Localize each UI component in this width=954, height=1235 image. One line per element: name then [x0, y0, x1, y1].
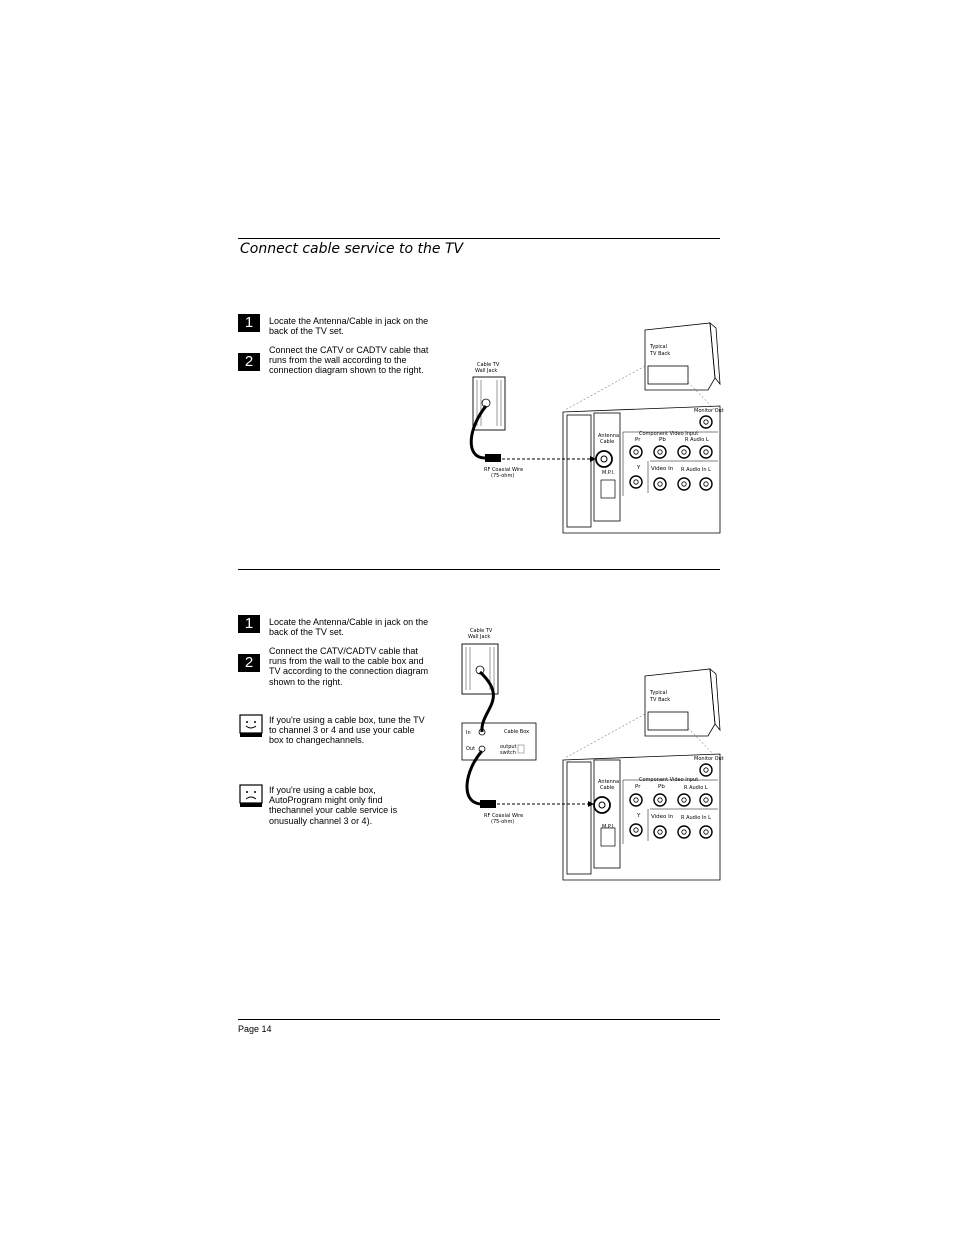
- cable-box-title: Cable Box: [504, 729, 530, 735]
- audio-bottom-label: R Audio In L: [681, 815, 711, 821]
- y-label: Y: [637, 813, 641, 819]
- coax-cable-box-to-tv: [467, 751, 482, 804]
- antenna-label-line1: Antenna: [598, 779, 620, 785]
- switch-label-line2: switch: [500, 750, 516, 756]
- antenna-jack: [596, 451, 612, 467]
- rca-jacks: [630, 764, 712, 838]
- cable-box-out-label: Out: [466, 746, 476, 752]
- antenna-label-line2: Cable: [600, 439, 615, 445]
- antenna-jack: [594, 797, 610, 813]
- audio-top-label: R Audio L: [685, 437, 709, 443]
- audio-bottom-label: R Audio In L: [681, 467, 711, 473]
- page-number: Page 14: [238, 1024, 272, 1034]
- tv-label-line2: TV Back: [650, 351, 671, 357]
- frown-face-icon: [239, 784, 263, 808]
- rca-jacks: [630, 416, 712, 490]
- section-divider: [238, 569, 720, 570]
- coax-connector: [485, 454, 501, 462]
- step-text: Connect the CATV/CADTV cable that runs from the wall to the cable box and TV according to the connection diagram shown to the right.: [269, 646, 429, 687]
- connection-diagram-cable-box: [440, 620, 730, 884]
- monitor-out-label: Monitor Out: [694, 408, 724, 414]
- pb-label: Pb: [659, 437, 666, 443]
- component-label: Component Video Input: [639, 777, 699, 783]
- coax-connector: [480, 800, 496, 808]
- step-number: 1: [238, 615, 260, 633]
- footer-rule: [238, 1019, 720, 1020]
- y-label: Y: [637, 465, 641, 471]
- wire-label-line1: RF Coaxial Wire: [484, 813, 524, 819]
- pr-label: Pr: [635, 784, 641, 790]
- wire-label-line2: (75-ohm): [491, 819, 515, 825]
- antenna-label-line2: Cable: [600, 785, 615, 791]
- video-in-label: Video In: [651, 466, 674, 472]
- tv-label-line1: Typical: [650, 344, 667, 350]
- smiley-face-icon: [239, 714, 263, 738]
- tv-label-line2: TV Back: [650, 697, 671, 703]
- top-rule: [238, 238, 720, 239]
- tip-text: If you're using a cable box, tune the TV to channel 3 or 4 and use your cable box to changechannels.: [269, 715, 425, 746]
- mpi-label: M.P.I.: [602, 470, 615, 476]
- pb-label: Pb: [658, 784, 665, 790]
- cable-box-in-label: In: [466, 730, 471, 736]
- wall-jack-label-line2: Wall Jack: [475, 368, 498, 374]
- video-in-label: Video In: [651, 814, 674, 820]
- page-title: Connect cable service to the TV: [240, 241, 464, 257]
- component-label: Component Video Input: [639, 431, 699, 437]
- step-text: Connect the CATV or CADTV cable that runs from the wall according to the connection diagram shown to the right.: [269, 345, 429, 376]
- pr-label: Pr: [635, 437, 641, 443]
- step-text: Locate the Antenna/Cable in jack on the back of the TV set.: [269, 316, 429, 337]
- wall-jack-label-line1: Cable TV: [477, 362, 500, 368]
- step-text: Locate the Antenna/Cable in jack on the back of the TV set.: [269, 617, 429, 638]
- step-number: 2: [238, 654, 260, 672]
- connection-diagram-direct: [440, 318, 730, 540]
- wall-jack-label-line2: Wall Jack: [468, 634, 491, 640]
- mpi-label: M.P.I.: [602, 824, 615, 830]
- wire-label-line2: (75-ohm): [491, 473, 515, 479]
- audio-top-label: R Audio L: [684, 785, 708, 791]
- tv-label-line1: Typical: [650, 690, 667, 696]
- tip-text: If you're using a cable box, AutoProgram might only find thechannel your cable service is onusually channel 3 or 4).: [269, 785, 398, 826]
- step-number: 1: [238, 314, 260, 332]
- step-number: 2: [238, 353, 260, 371]
- antenna-label-line1: Antenna: [598, 433, 620, 439]
- wall-jack-label-line1: Cable TV: [470, 628, 493, 634]
- wire-label-line1: RF Coaxial Wire: [484, 467, 524, 473]
- output-switch-icon: [518, 745, 524, 753]
- switch-label-line1: output: [500, 744, 517, 750]
- wall-jack-plate: [473, 377, 505, 430]
- monitor-out-label: Monitor Out: [694, 756, 724, 762]
